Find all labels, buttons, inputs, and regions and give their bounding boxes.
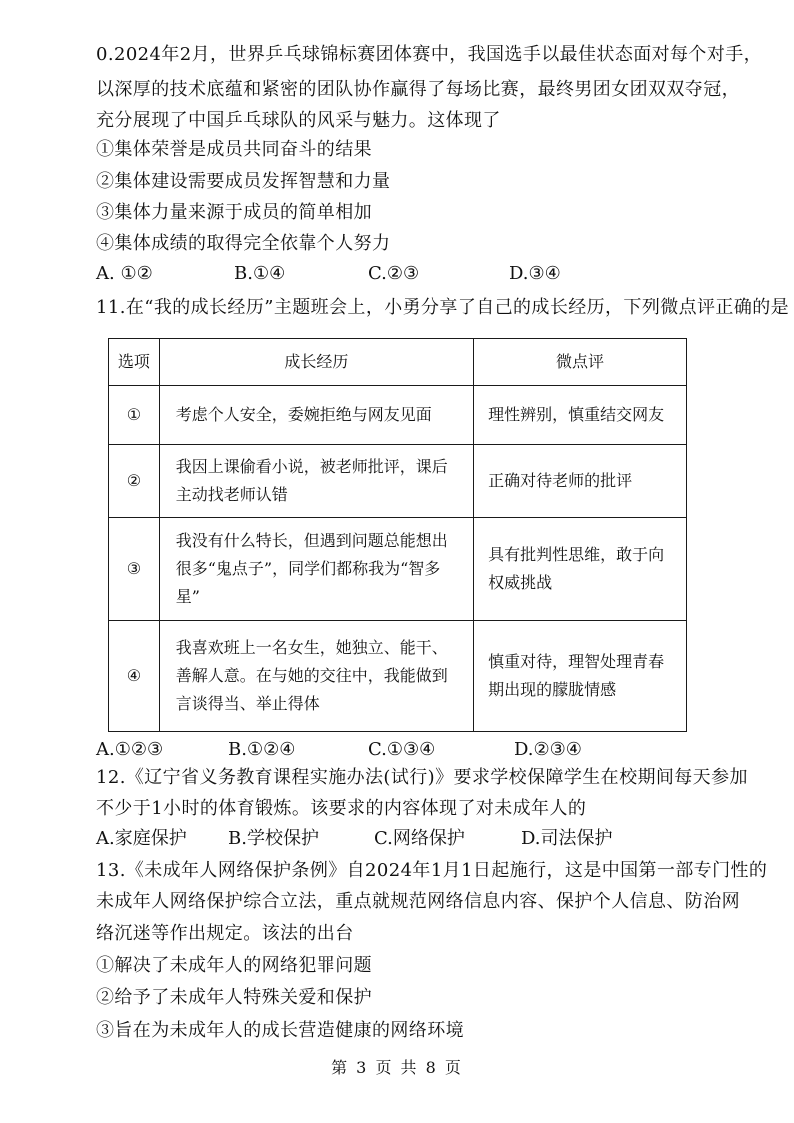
growth-table <box>108 338 687 732</box>
table-row <box>109 445 687 518</box>
q10-stem-line-1: 0.2024年2月，世界乒乓球锦标赛团体赛中，我国选手以最佳状态面对每个对手， <box>96 44 763 65</box>
q13-stem-line-3: 络沉迷等作出规定。该法的出台 <box>96 923 354 944</box>
row-experience: 我没有什么特长，但遇到问题总能想出很多“鬼点子”，同学们都称我为“智多星” <box>159 518 473 621</box>
q10-options <box>96 262 736 286</box>
q10-statement-3: ③集体力量来源于成员的简单相加 <box>96 202 372 223</box>
q10-option-d[interactable]: D.③④ <box>509 263 561 284</box>
row-experience: 我因上课偷看小说，被老师批评，课后主动找老师认错 <box>159 445 473 518</box>
q10-option-a[interactable]: A. ①② <box>96 263 153 284</box>
q13-statement-1: ①解决了未成年人的网络犯罪问题 <box>96 955 372 976</box>
q11-option-c[interactable]: C.①③④ <box>368 739 436 760</box>
row-experience: 我喜欢班上一名女生，她独立、能干、善解人意。在与她的交往中，我能做到言谈得当、举止得体 <box>159 621 473 732</box>
q10-option-b[interactable]: B.①④ <box>234 263 286 284</box>
q10-stem-line-3: 充分展现了中国乒乓球队的风采与魅力。这体现了 <box>96 110 501 131</box>
row-index: ① <box>109 386 160 445</box>
row-comment: 正确对待老师的批评 <box>474 445 687 518</box>
table-row <box>109 518 687 621</box>
row-index: ④ <box>109 621 160 732</box>
q10-statement-1: ①集体荣誉是成员共同奋斗的结果 <box>96 139 372 160</box>
q12-stem-line-1: 12.《辽宁省义务教育课程实施办法(试行)》要求学校保障学生在校期间每天参加 <box>96 767 748 788</box>
q11-stem: 11.在“我的成长经历”主题班会上，小勇分享了自己的成长经历，下列微点评正确的是 <box>96 297 790 318</box>
q12-option-d[interactable]: D.司法保护 <box>521 828 613 849</box>
q11-options <box>96 738 736 762</box>
q13-statement-3: ③旨在为未成年人的成长营造健康的网络环境 <box>96 1020 464 1041</box>
table-header-row <box>109 339 687 386</box>
q12-options <box>96 827 736 851</box>
q12-option-b[interactable]: B.学校保护 <box>228 828 319 849</box>
page-number: 第 3 页 共 8 页 <box>331 1058 463 1077</box>
q10-statement-4: ④集体成绩的取得完全依靠个人努力 <box>96 233 391 254</box>
row-index: ② <box>109 445 160 518</box>
q11-option-b[interactable]: B.①②④ <box>228 739 296 760</box>
q12-stem-line-2: 不少于1小时的体育锻炼。该要求的内容体现了对未成年人的 <box>96 798 587 819</box>
q13-stem-line-2: 未成年人网络保护综合立法，重点就规范网络信息内容、保护个人信息、防治网 <box>96 891 740 912</box>
row-experience: 考虑个人安全，委婉拒绝与网友见面 <box>159 386 473 445</box>
q13-statement-2: ②给予了未成年人特殊关爱和保护 <box>96 987 372 1008</box>
header-option: 选项 <box>109 339 160 386</box>
q12-option-c[interactable]: C.网络保护 <box>374 828 465 849</box>
q13-stem-line-1: 13.《未成年人网络保护条例》自2024年1月1日起施行，这是中国第一部专门性的 <box>96 860 768 881</box>
row-comment: 具有批判性思维，敢于向权威挑战 <box>474 518 687 621</box>
table-row <box>109 386 687 445</box>
q10-statement-2: ②集体建设需要成员发挥智慧和力量 <box>96 171 391 192</box>
q11-option-d[interactable]: D.②③④ <box>514 739 582 760</box>
header-comment: 微点评 <box>474 339 687 386</box>
header-experience: 成长经历 <box>159 339 473 386</box>
q11-option-a[interactable]: A.①②③ <box>96 739 164 760</box>
row-comment: 理性辨别，慎重结交网友 <box>474 386 687 445</box>
table-row <box>109 621 687 732</box>
row-index: ③ <box>109 518 160 621</box>
q12-option-a[interactable]: A.家庭保护 <box>96 828 187 849</box>
row-comment: 慎重对待，理智处理青春期出现的朦胧情感 <box>474 621 687 732</box>
q10-stem-line-2: 以深厚的技术底蕴和紧密的团队协作赢得了每场比赛，最终男团女团双双夺冠， <box>96 79 740 100</box>
q10-option-c[interactable]: C.②③ <box>368 263 420 284</box>
